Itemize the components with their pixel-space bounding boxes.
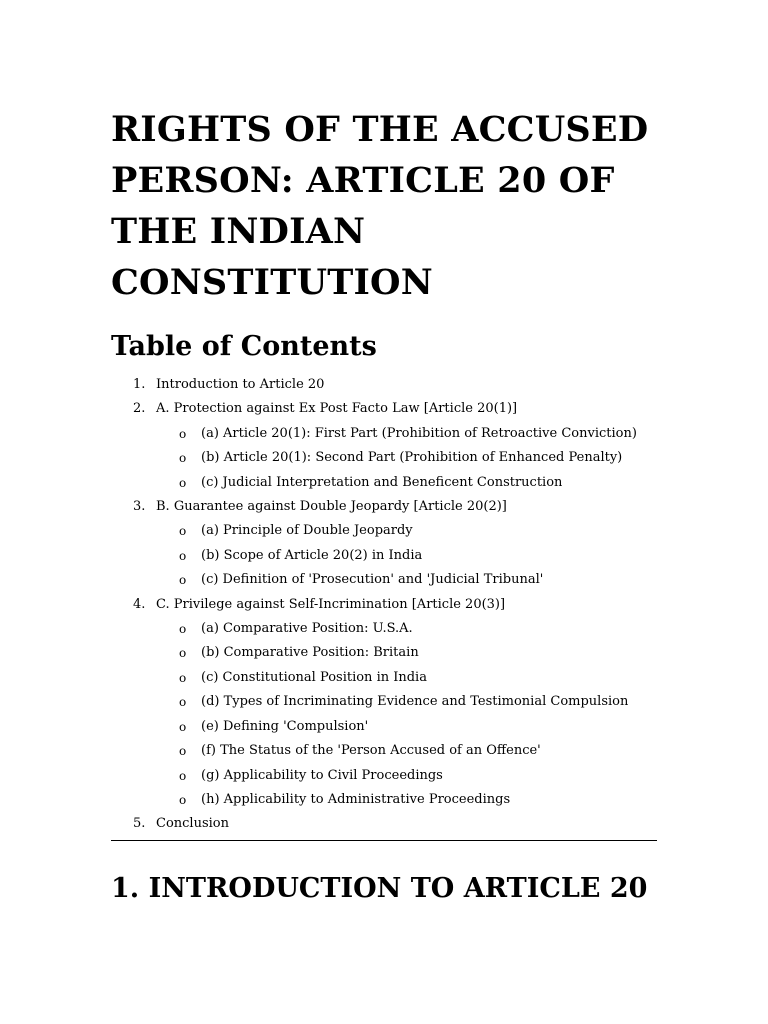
bullet-icon: o — [179, 792, 187, 807]
toc-sub-item-label[interactable]: (b) Article 20(1): Second Part (Prohibition of Enhanced Penalty) — [201, 450, 623, 466]
toc-sub-list — [111, 617, 657, 812]
bullet-icon: o — [179, 548, 187, 563]
toc-sub-list-wrapper — [111, 519, 657, 592]
toc-sub-item[interactable] — [156, 519, 657, 543]
toc-sub-item-label[interactable]: (a) Principle of Double Jeopardy — [201, 523, 413, 539]
toc-sub-item-label[interactable]: (a) Comparative Position: U.S.A. — [201, 621, 413, 637]
toc-item-number: 4. — [133, 596, 146, 612]
bullet-icon: o — [179, 622, 187, 637]
bullet-icon: o — [179, 475, 187, 490]
toc-item-number: 3. — [133, 499, 146, 515]
toc-sub-item[interactable] — [156, 446, 657, 470]
toc-sub-item[interactable] — [156, 617, 657, 641]
document-page — [111, 104, 657, 907]
bullet-icon: o — [179, 744, 187, 759]
bullet-icon: o — [179, 768, 187, 783]
toc-item-label[interactable]: C. Privilege against Self-Incrimination [Article 20(3)] — [156, 596, 506, 612]
toc-sub-item-label[interactable]: (d) Types of Incriminating Evidence and Testimonial Compulsion — [201, 694, 629, 710]
toc-sub-item[interactable] — [156, 641, 657, 665]
toc-item-label[interactable]: A. Protection against Ex Post Facto Law [Article 20(1)] — [156, 401, 518, 417]
toc-sub-item-label[interactable]: (h) Applicability to Administrative Proceedings — [201, 791, 511, 807]
section-heading: 1. INTRODUCTION TO ARTICLE 20 — [111, 872, 648, 904]
toc-sub-item[interactable] — [156, 764, 657, 788]
bullet-icon: o — [179, 719, 187, 734]
document-title: RIGHTS OF THE ACCUSED PERSON: ARTICLE 20 OF THE INDIAN CONSTITUTION — [111, 109, 649, 303]
toc-item-number: 1. — [133, 377, 146, 392]
toc-sub-item[interactable] — [156, 568, 657, 592]
bullet-icon: o — [179, 451, 187, 466]
bullet-icon: o — [179, 524, 187, 539]
toc-sub-item[interactable] — [156, 471, 657, 495]
toc-item[interactable] — [111, 593, 657, 617]
toc-sub-item-label[interactable]: (a) Article 20(1): First Part (Prohibition of Retroactive Conviction) — [201, 425, 637, 441]
toc-sub-item-label[interactable]: (b) Comparative Position: Britain — [201, 645, 419, 661]
toc-item[interactable] — [111, 812, 657, 836]
toc-sub-item[interactable] — [156, 422, 657, 446]
toc-sub-item[interactable] — [156, 739, 657, 763]
table-of-contents — [111, 373, 657, 837]
bullet-icon: o — [179, 670, 187, 685]
toc-sub-item[interactable] — [156, 544, 657, 568]
toc-item-number: 2. — [133, 401, 146, 417]
toc-item-label[interactable]: Introduction to Article 20 — [156, 377, 325, 392]
bullet-icon: o — [179, 695, 187, 710]
toc-item[interactable] — [111, 373, 657, 397]
toc-sub-list — [111, 422, 657, 495]
toc-item[interactable] — [111, 495, 657, 519]
toc-sub-list-wrapper — [111, 617, 657, 812]
bullet-icon: o — [179, 646, 187, 661]
toc-sub-item-label[interactable]: (c) Judicial Interpretation and Beneficent Construction — [201, 474, 563, 490]
bullet-icon: o — [179, 573, 187, 588]
toc-sub-item-label[interactable]: (e) Defining 'Compulsion' — [201, 718, 369, 734]
toc-item[interactable] — [111, 397, 657, 421]
toc-item-number: 5. — [133, 816, 146, 832]
toc-sub-item[interactable] — [156, 690, 657, 714]
bullet-icon: o — [179, 426, 187, 441]
toc-sub-item-label[interactable]: (f) The Status of the 'Person Accused of an Offence' — [201, 743, 541, 759]
toc-sub-item[interactable] — [156, 715, 657, 739]
toc-sub-item-label[interactable]: (c) Constitutional Position in India — [201, 669, 427, 685]
toc-sub-list-wrapper — [111, 422, 657, 495]
toc-sub-list — [111, 519, 657, 592]
divider — [111, 840, 657, 841]
toc-item-label[interactable]: Conclusion — [156, 816, 229, 832]
toc-item-label[interactable]: B. Guarantee against Double Jeopardy [Article 20(2)] — [156, 499, 507, 515]
toc-sub-item[interactable] — [156, 666, 657, 690]
toc-heading: Table of Contents — [111, 331, 377, 362]
toc-sub-item[interactable] — [156, 788, 657, 812]
toc-sub-item-label[interactable]: (c) Definition of 'Prosecution' and 'Judicial Tribunal' — [201, 572, 544, 588]
toc-sub-item-label[interactable]: (b) Scope of Article 20(2) in India — [201, 547, 423, 563]
toc-sub-item-label[interactable]: (g) Applicability to Civil Proceedings — [201, 767, 443, 783]
